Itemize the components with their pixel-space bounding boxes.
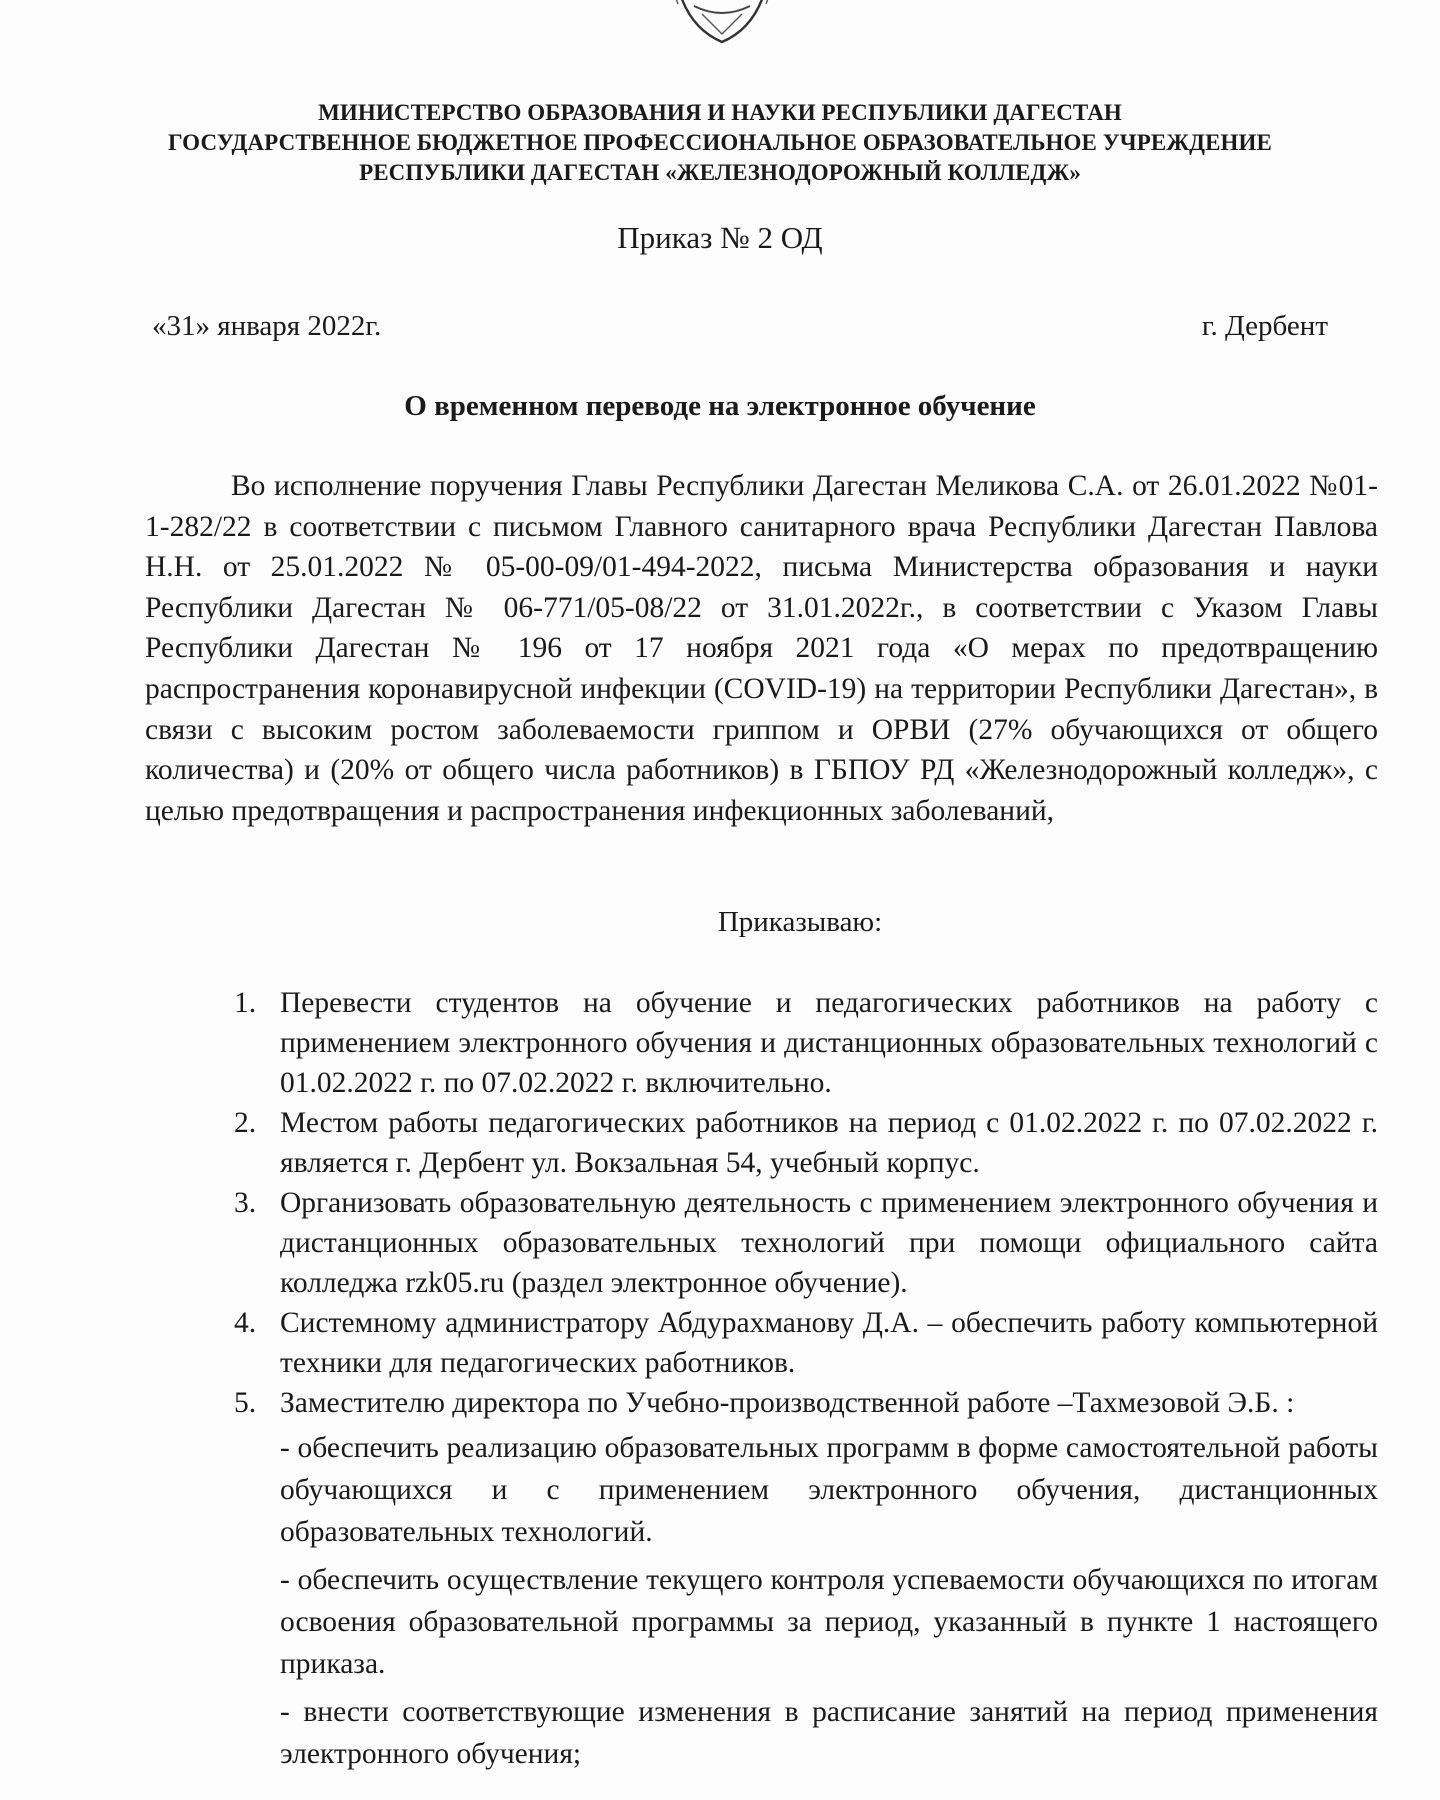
order-city: г. Дербент	[1201, 310, 1328, 342]
header-institution-type: ГОСУДАРСТВЕННОЕ БЮДЖЕТНОЕ ПРОФЕССИОНАЛЬНОЕ ОБРАЗОВАТЕЛЬНОЕ УЧРЕЖДЕНИЕ	[168, 130, 1272, 155]
institution-header	[100, 98, 1340, 188]
order-directive-word: Приказываю:	[717, 906, 883, 938]
item-text: Перевести студентов на обучение и педагогических работников на работу с применением электронного обучения и дистанционных образовательных технологий с 01.02.2022 г. по 07.02.2022 г. включительно.	[280, 987, 1378, 1099]
sub-item: - обеспечить реализацию образовательных программ в форме самостоятельной работы обучающихся и с применением электронного обучения, дистанционных образовательных технологий.	[280, 1432, 1378, 1548]
item-text: Местом работы педагогических работников на период с 01.02.2022 г. по 07.02.2022 г. является г. Дербент ул. Вокзальная 54, учебный корпус.	[280, 1107, 1378, 1179]
item-text: Системному администратору Абдурахманову Д.А. – обеспечить работу компьютерной техники для педагогических работников.	[280, 1307, 1378, 1379]
item-number: 4.	[234, 1307, 257, 1339]
header-ministry: МИНИСТЕРСТВО ОБРАЗОВАНИЯ И НАУКИ РЕСПУБЛИКИ ДАГЕСТАН	[318, 100, 1122, 125]
sub-item: - обеспечить осуществление текущего контроля успеваемости обучающихся по итогам освоения образовательной программы за период, указанный в пункте 1 настоящего приказа.	[280, 1564, 1378, 1680]
list-item	[226, 1303, 1378, 1383]
sub-item: - внести соответствующие изменения в расписание занятий на период применения электронного обучения;	[280, 1696, 1378, 1770]
list-item	[226, 983, 1378, 1103]
item-number: 1.	[234, 987, 257, 1019]
list-item	[226, 1183, 1378, 1303]
item-number: 3.	[234, 1187, 257, 1219]
header-institution-name: РЕСПУБЛИКИ ДАГЕСТАН «ЖЕЛЕЗНОДОРОЖНЫЙ КОЛЛЕДЖ»	[359, 160, 1081, 185]
list-item	[226, 1383, 1378, 1775]
item-number: 5.	[234, 1387, 257, 1419]
item-number: 2.	[234, 1107, 257, 1139]
item-subitems-list	[280, 1427, 1378, 1775]
item-text: Организовать образовательную деятельность с применением электронного обучения и дистанционных образовательных технологий при помощи официального сайта колледжа rzk05.ru (раздел электронное обучение).	[280, 1187, 1378, 1299]
item-text: Заместителю директора по Учебно-производственной работе –Тахмезовой Э.Б. :	[280, 1387, 1295, 1419]
preamble-paragraph: Во исполнение поручения Главы Республики Дагестан Меликова С.А. от 26.01.2022 №01-1-282/22 в соответствии с письмом Главного санитарного врача Республики Дагестан Павлова Н.Н. от 25.01.2022 № 05-00-09/01-494-2022, письма Министерства образования и науки Республики Дагестан № 06-771/05-08/22 от 31.01.2022г., в соответствии с Указом Главы Республики Дагестан № 196 от 17 ноября 2021 года «О мерах по предотвращению распространения коронавирусной инфекции (COVID-19) на территории Республики Дагестан», в связи с высоким ростом заболеваемости гриппом и ОРВИ (27% обучающихся от общего количества) и (20% от общего числа работников) в ГБПОУ РД «Железнодорожный колледж», с целью предотвращения и распространения инфекционных заболеваний,	[145, 470, 1378, 827]
list-item	[226, 1103, 1378, 1183]
order-date: «31» января 2022г.	[152, 310, 382, 342]
order-number-title: Приказ № 2 ОД	[617, 220, 823, 255]
order-subject-heading: О временном переводе на электронное обучение	[404, 390, 1036, 422]
order-items-list	[226, 983, 1378, 1775]
coat-of-arms-emblem	[666, 0, 778, 48]
